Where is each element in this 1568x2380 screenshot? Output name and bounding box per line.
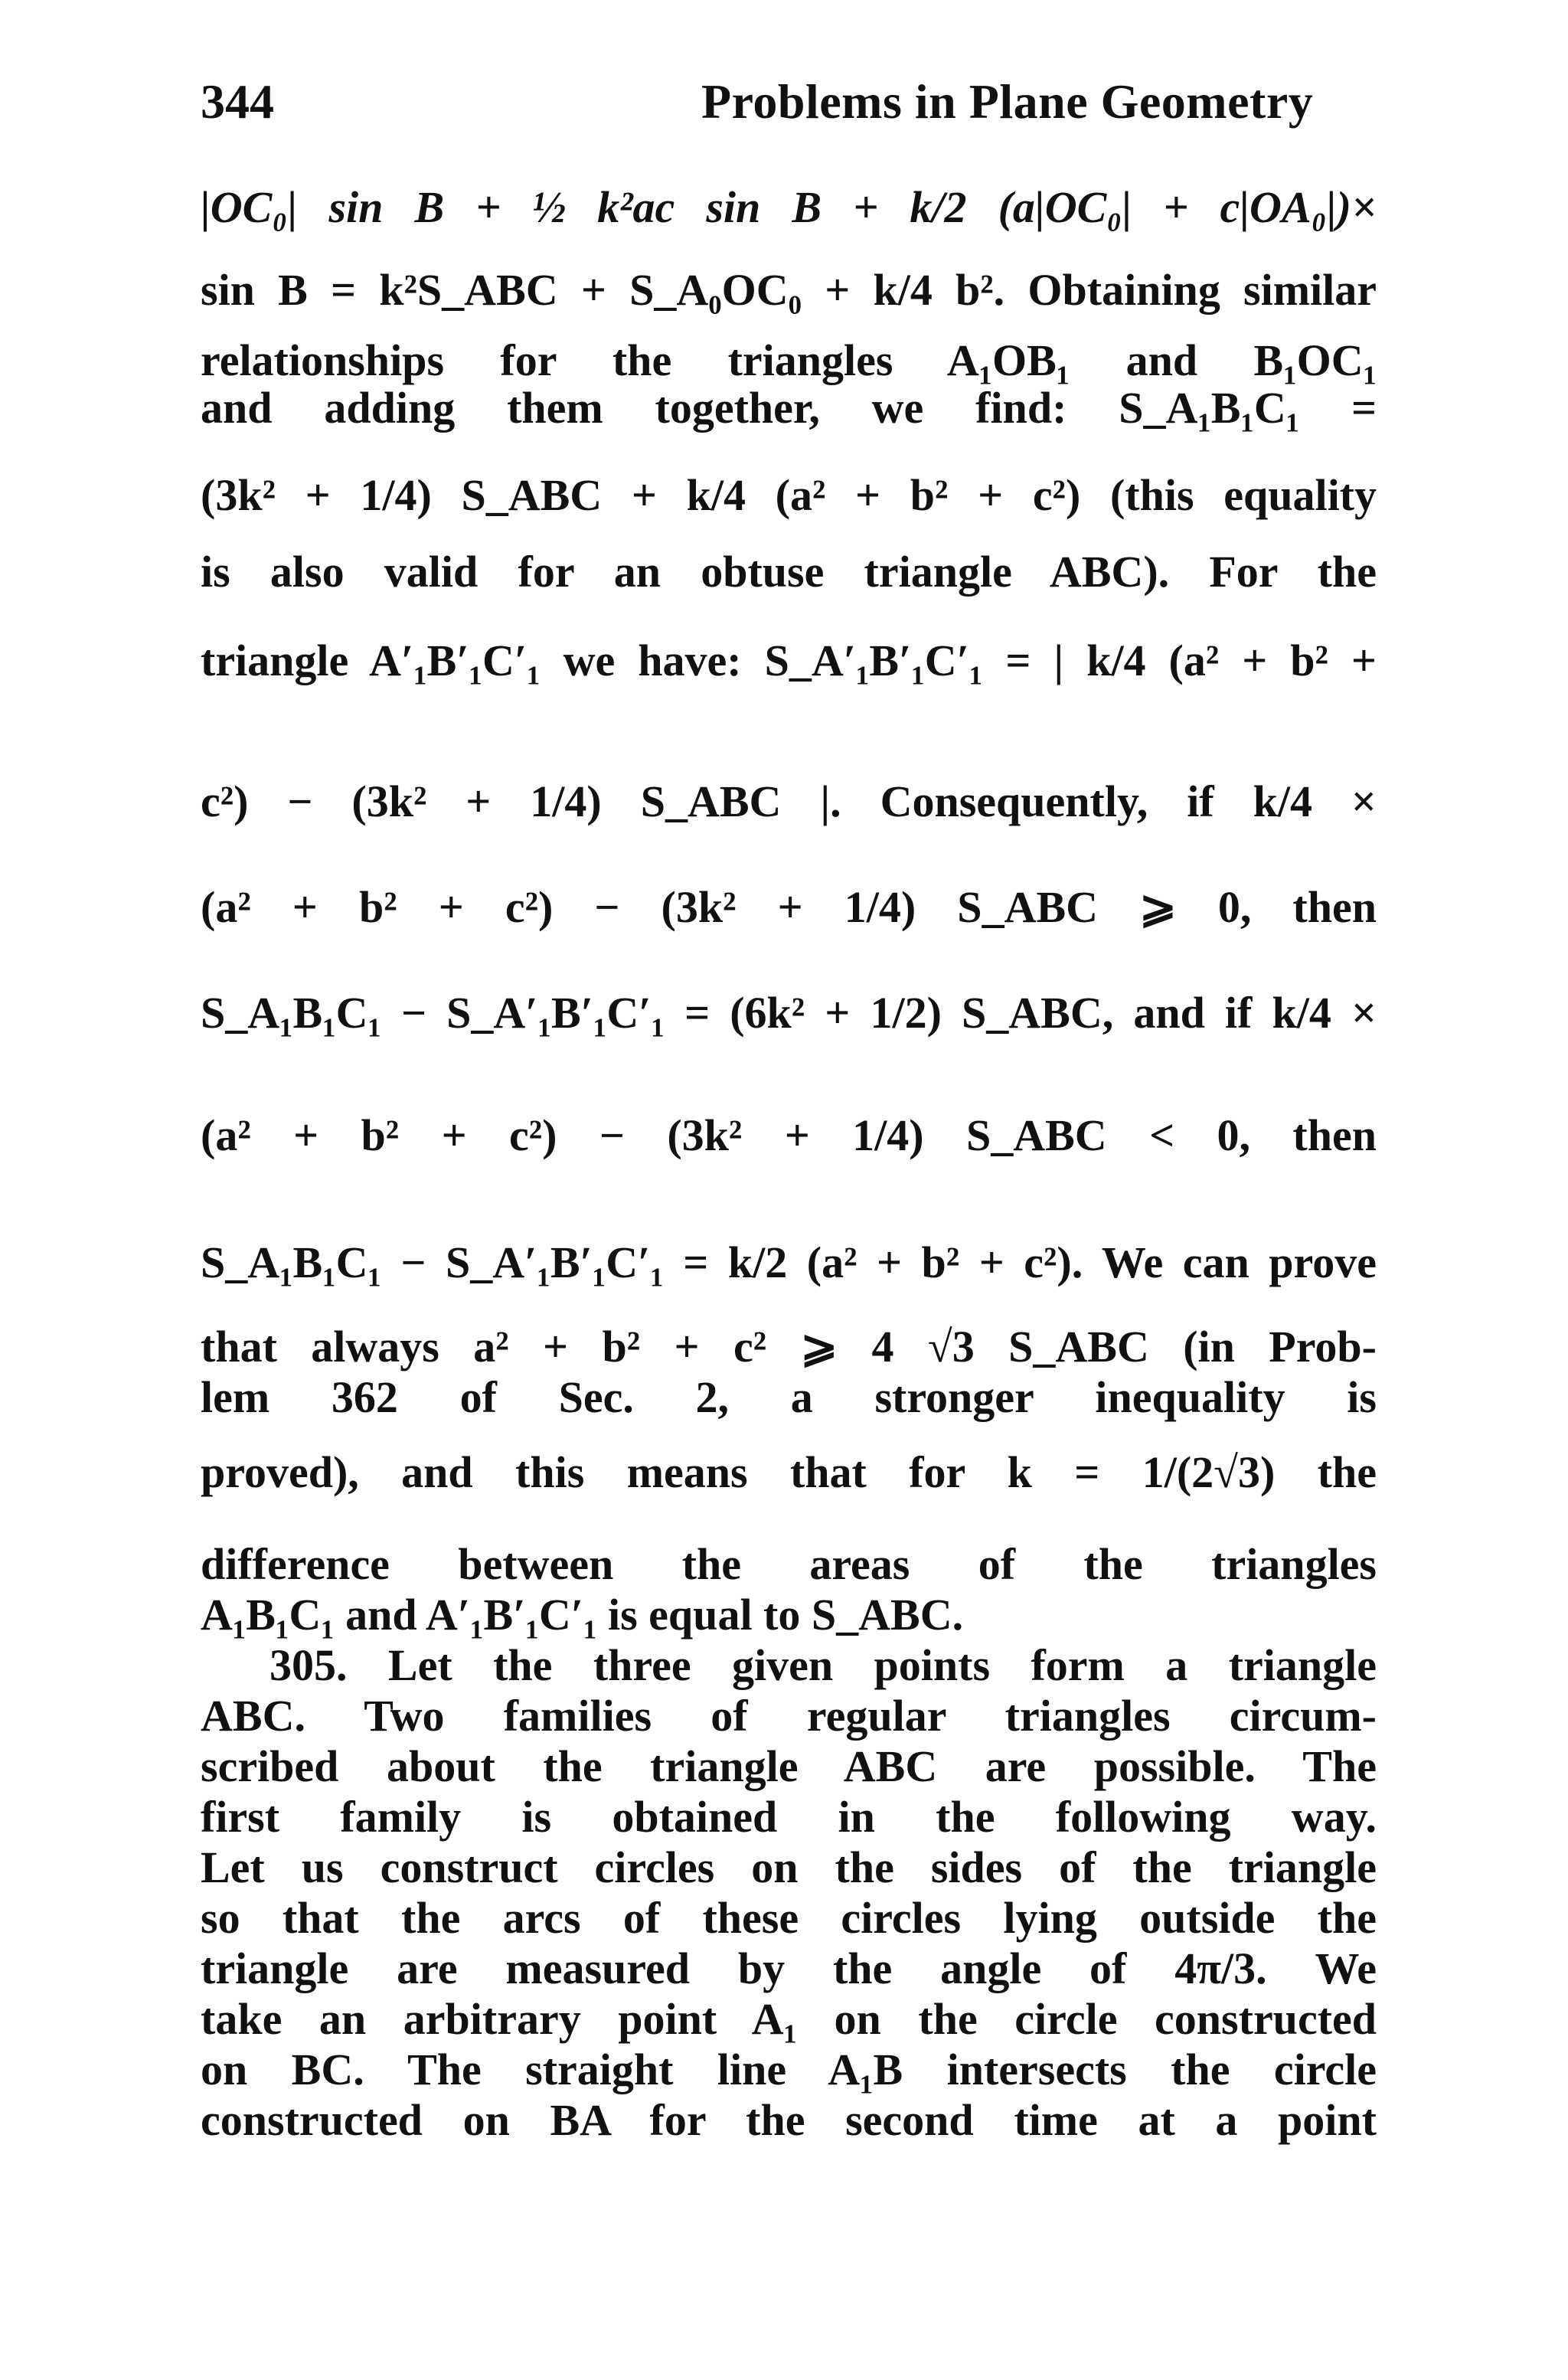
text-line-26: on BC. The straight line A₁B intersects the circle (201, 2045, 1377, 2094)
text-line-5: (3k² + 1/4) S_ABC + k/4 (a² + b² + c²) (this equality (201, 470, 1377, 520)
text-line-13: that always a² + b² + c² ⩾ 4 √3 S_ABC (in Prob- (201, 1322, 1377, 1371)
page-number: 344 (201, 74, 274, 129)
text-line-25: take an arbitrary point A₁ on the circle constructed (201, 1994, 1377, 2044)
text-line-23: so that the arcs of these circles lying outside the (201, 1893, 1377, 1943)
text-line-3: relationships for the triangles A₁OB₁ and B₁OC₁ (201, 335, 1377, 385)
text-line-21: first family is obtained in the following way. (201, 1792, 1377, 1842)
text-line-6: is also valid for an obtuse triangle ABC). For the (201, 547, 1377, 597)
text-line-10: S_A₁B₁C₁ − S_A′₁B′₁C′₁ = (6k² + 1/2) S_ABC, and if k/4 × (201, 988, 1377, 1038)
text-line-12: S_A₁B₁C₁ − S_A′₁B′₁C′₁ = k/2 (a² + b² + c²). We can prove (201, 1237, 1377, 1287)
text-line-22: Let us construct circles on the sides of the triangle (201, 1842, 1377, 1892)
text-line-16: difference between the areas of the triangles (201, 1539, 1377, 1589)
text-line-20: scribed about the triangle ABC are possible. The (201, 1741, 1377, 1791)
text-line-19: ABC. Two families of regular triangles circum- (201, 1691, 1377, 1741)
text-line-18: 305. Let the three given points form a triangle (270, 1640, 1377, 1690)
text-line-9: (a² + b² + c²) − (3k² + 1/4) S_ABC ⩾ 0, then (201, 882, 1377, 932)
text-line-11: (a² + b² + c²) − (3k² + 1/4) S_ABC < 0, then (201, 1110, 1377, 1160)
text-line-17: A₁B₁C₁ and A′₁B′₁C′₁ is equal to S_ABC. (201, 1590, 964, 1640)
text-line-2: sin B = k²S_ABC + S_A₀OC₀ + k/4 b². Obtaining similar (201, 265, 1377, 315)
text-line-24: triangle are measured by the angle of 4π/3. We (201, 1944, 1377, 1993)
text-line-1: |OC₀| sin B + ½ k²ac sin B + k/2 (a|OC₀| + c|OA₀|)× (201, 182, 1377, 232)
text-line-15: proved), and this means that for k = 1/(2√3) the (201, 1447, 1377, 1497)
text-line-8: c²) − (3k² + 1/4) S_ABC |. Consequently, if k/4 × (201, 776, 1377, 826)
text-line-4: and adding them together, we find: S_A₁B₁C₁ = (201, 383, 1377, 433)
running-head: Problems in Plane Geometry (701, 74, 1314, 129)
text-line-27: constructed on BA for the second time at a point (201, 2095, 1377, 2145)
text-line-14: lem 362 of Sec. 2, a stronger inequality is (201, 1372, 1377, 1422)
text-line-7: triangle A′₁B′₁C′₁ we have: S_A′₁B′₁C′₁ = | k/4 (a² + b² + (201, 636, 1377, 685)
